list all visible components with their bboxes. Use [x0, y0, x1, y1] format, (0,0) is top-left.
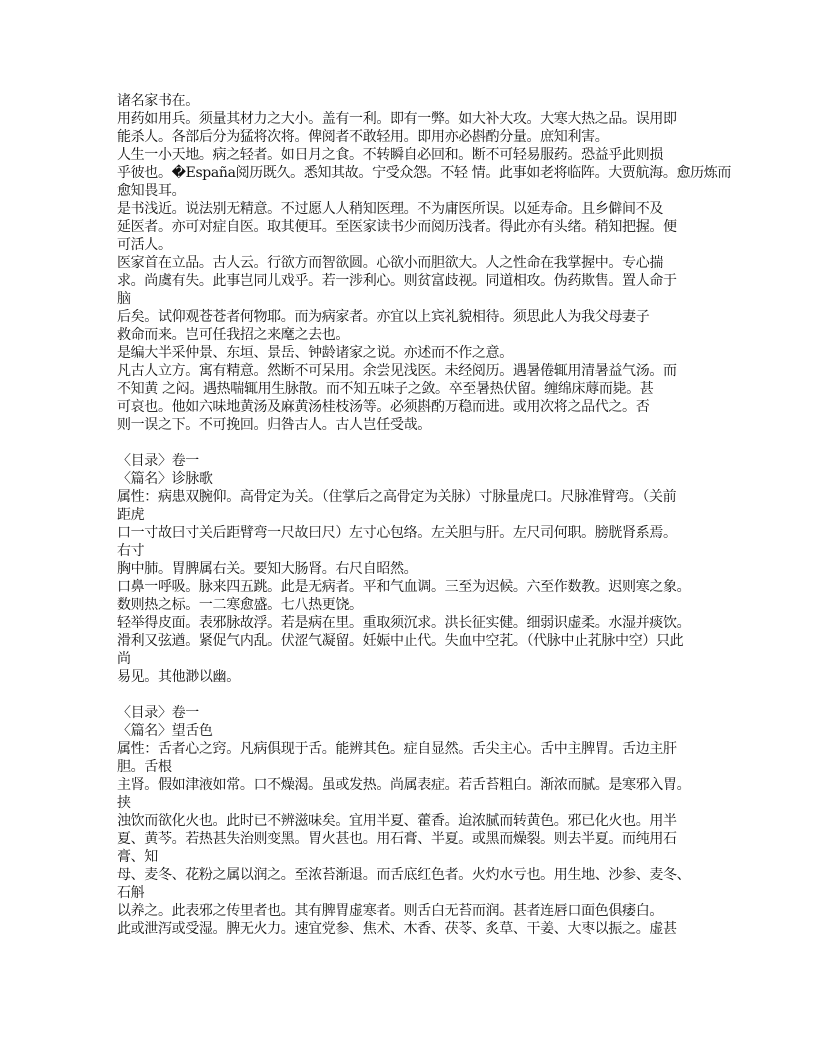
text-line: 以养之。此表邪之传里者也。其有脾胃虚寒者。则舌白无苔而润。甚者连唇口面色俱痿白。 [117, 903, 663, 919]
text-line: 是书浅近。说法别无精意。不过愿人人稍知医理。不为庸医所误。以延寿命。且乡僻间不及 [117, 201, 663, 217]
tongue-section [117, 704, 711, 938]
chapter-title: 〈篇名〉望舌色 [117, 723, 213, 739]
text-line: 用药如用兵。须量其材力之大小。盖有一利。即有一弊。如大补大攻。大寒大热之品。误用即 [117, 111, 677, 127]
text-line: 尚 [117, 651, 131, 667]
text-line: 属性：舌者心之窍。凡病俱现于舌。能辨其色。症自显然。舌尖主心。舌中主脾胃。舌边主肝 [117, 741, 677, 757]
text-line: 人生一小天地。病之轻者。如日月之食。不转瞬自必回和。断不可轻易服药。恐益乎此则损 [117, 147, 663, 163]
text-line: 距虎 [117, 507, 145, 523]
text-line: 能杀人。各部后分为猛将次将。俾阅者不敢轻用。即用亦必斟酌分量。庶知利害。 [117, 129, 609, 145]
paragraph-gap [117, 686, 711, 704]
text-line: 浊饮而欲化火也。此时已不辨滋味矣。宜用半夏、藿香。迨浓腻而转黄色。邪已化火也。用半 [117, 813, 677, 829]
text-line: 膏、知 [117, 849, 158, 865]
text-line: 口一寸故曰寸关后距臂弯一尺故曰尺）左寸心包络。左关胆与肝。左尺司何职。膀胱肾系焉。 [117, 525, 677, 541]
text-line: 则一误之下。不可挽回。归咎古人。古人岂任受哉。 [117, 417, 431, 433]
text-line: 诸名家书在。 [117, 93, 199, 109]
text-line: 是编大半采仲景、东垣、景岳、钟龄诸家之说。亦述而不作之意。 [117, 345, 513, 361]
pulse-section [117, 452, 711, 686]
text-line: 属性：病患双腕仰。高骨定为关。（住掌后之高骨定为关脉）寸脉量虎口。尺脉准臂弯。（关前 [117, 489, 677, 505]
text-line: 救命而来。岂可任我招之来麾之去也。 [117, 327, 350, 343]
text-line: 脑 [117, 291, 131, 307]
text-line: 主肾。假如津液如常。口不燥渴。虽或发热。尚属表症。若舌苔粗白。渐浓而腻。是寒邪入胃。 [117, 777, 691, 793]
text-line: 乎彼也。�España阅历既久。悉知其故。宁受众怨。不轻 情。此事如老将临阵。大贾航海。愈历炼而 [117, 165, 732, 181]
catalog-heading: 〈目录〉卷一 [117, 453, 199, 469]
text-line: 石斛 [117, 885, 145, 901]
text-line: 夏、黄芩。若热甚失治则变黑。胃火甚也。用石膏、半夏。或黑而燥裂。则去半夏。而纯用石 [117, 831, 677, 847]
text-line: 此或泄泻或受湿。脾无火力。速宜党参、焦术、木香、茯苓、炙草、干姜、大枣以振之。虚甚 [117, 921, 677, 937]
chapter-title: 〈篇名〉诊脉歌 [117, 471, 213, 487]
text-line: 求。尚虞有失。此事岂同儿戏乎。若一涉利心。则贫富歧视。同道相攻。伪药欺售。置人命于 [117, 273, 677, 289]
text-line: 凡古人立方。寓有精意。然断不可呆用。余尝见浅医。未经阅历。遇暑倦辄用清暑益气汤。而 [117, 363, 677, 379]
text-line: 胆。舌根 [117, 759, 172, 775]
text-line: 滑利又弦遒。紧促气内乱。伏涩气凝留。妊娠中止代。失血中空芤。（代脉中止芤脉中空）只此 [117, 633, 684, 649]
text-line: 母、麦冬、花粉之属以润之。至浓苔渐退。而舌底红色者。火灼水亏也。用生地、沙参、麦冬、 [117, 867, 691, 883]
text-line: 愈知畏耳。 [117, 183, 186, 199]
text-line: 医家首在立品。古人云。行欲方而智欲圆。心欲小而胆欲大。人之性命在我掌握中。专心揣 [117, 255, 663, 271]
paragraph-gap [117, 434, 711, 452]
text-line: 易见。其他渺以幽。 [117, 669, 240, 685]
text-line: 胸中肺。胃脾属右关。要知大肠肾。右尺自昭然。 [117, 561, 418, 577]
preface-section [117, 92, 732, 434]
catalog-heading: 〈目录〉卷一 [117, 705, 199, 721]
text-line: 延医者。亦可对症自医。取其便耳。至医家读书少而阅历浅者。得此亦有头绪。稍知把握。便 [117, 219, 677, 235]
text-line: 可哀也。他如六味地黄汤及麻黄汤桂枝汤等。必须斟酌万稳而进。或用次将之品代之。否 [117, 399, 650, 415]
text-line: 挟 [117, 795, 131, 811]
text-line: 右寸 [117, 543, 145, 559]
text-line: 轻举得皮面。表邪脉故浮。若是病在里。重取须沉求。洪长征实健。细弱识虚柔。水湿并痰饮。 [117, 615, 691, 631]
document-page [117, 92, 732, 938]
text-line: 数则热之标。一二寒愈盛。七八热更饶。 [117, 597, 363, 613]
text-line: 不知黄 之闷。遇热喘辄用生脉散。而不知五味子之敛。卒至暑热伏留。缠绵床蓐而毙。甚 [117, 381, 654, 397]
text-line: 口鼻一呼吸。脉来四五跳。此是无病者。平和气血调。三至为迟候。六至作数教。迟则寒之象。 [117, 579, 691, 595]
text-line: 后矣。试仰观苍苍者何物耶。而为病家者。亦宜以上宾礼貌相待。须思此人为我父母妻子 [117, 309, 650, 325]
text-line: 可活人。 [117, 237, 172, 253]
